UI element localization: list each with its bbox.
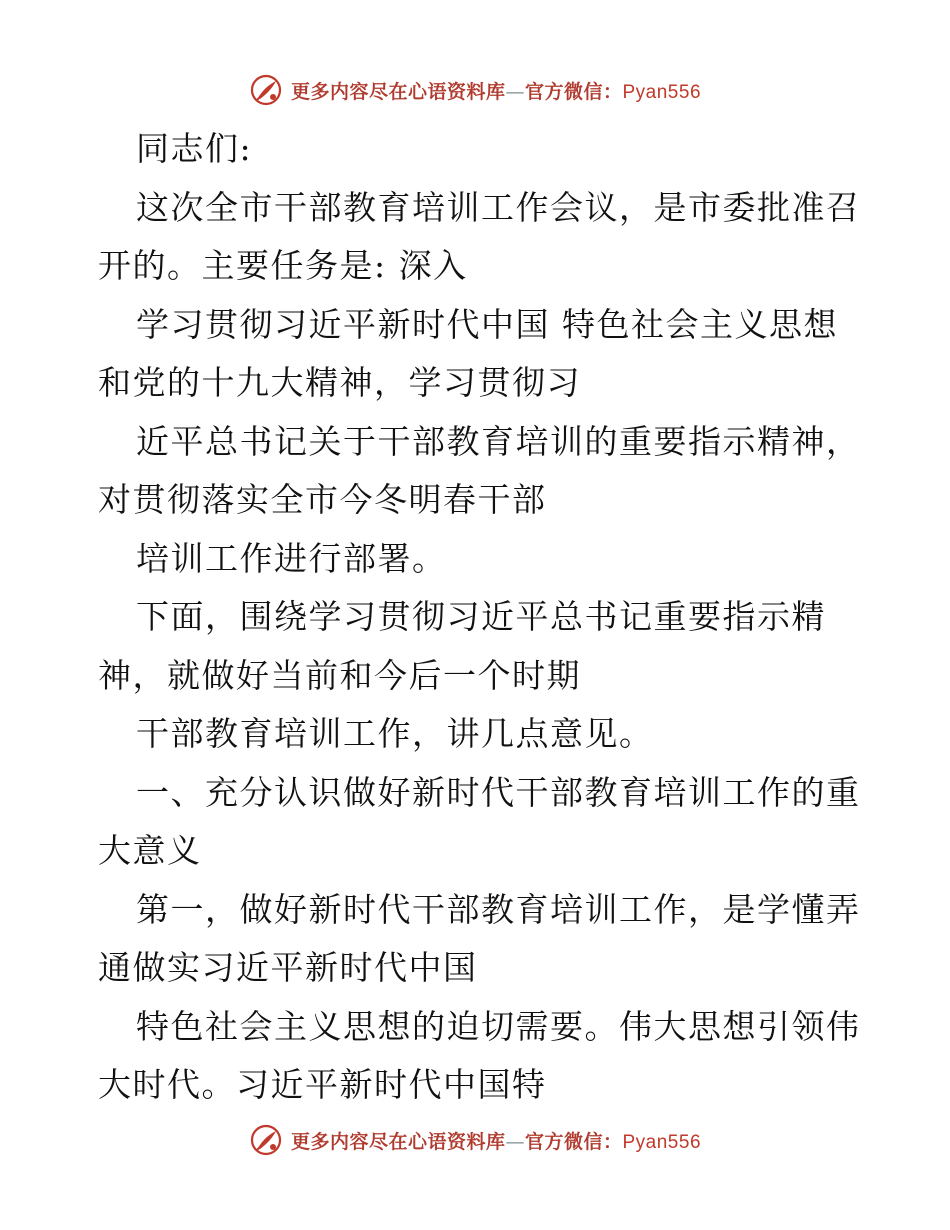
section-heading-line: 一、充分认识做好新时代干部教育培训工作的重: [136, 772, 861, 812]
watermark-separator: —: [505, 80, 525, 103]
footer-watermark: [0, 1120, 950, 1160]
watermark-brand: 更多内容尽在心语资料库: [290, 1130, 506, 1153]
text-line: 和党的十九大精神，学习贯彻习: [98, 363, 581, 402]
text-line: 特色社会主义思想的迫切需要。伟大思想引领伟: [136, 1006, 861, 1046]
text-line: 大时代。习近平新时代中国特: [98, 1065, 547, 1104]
text-line: 近平总书记关于干部教育培训的重要指示精神，: [136, 421, 861, 461]
watermark-wechat-id: Pyan556: [622, 81, 702, 103]
watermark-suffix: 官方微信：: [524, 80, 623, 103]
text-line: 对贯彻落实全市今冬明春干部: [98, 480, 547, 519]
header-watermark: [0, 70, 950, 110]
text-line: 下面，围绕学习贯彻习近平总书记重要指示精: [136, 597, 826, 636]
document-body: [98, 120, 861, 1115]
feather-pen-logo-icon: [249, 1123, 283, 1157]
text-line: 通做实习近平新时代中国: [98, 948, 478, 987]
watermark-wechat-id: Pyan556: [622, 1131, 702, 1153]
text-line: 同志们:: [136, 129, 253, 168]
watermark-brand: 更多内容尽在心语资料库: [290, 80, 506, 103]
watermark-suffix: 官方微信：: [524, 1130, 623, 1153]
feather-pen-logo-icon: [249, 73, 283, 107]
watermark-text: [291, 1127, 701, 1154]
text-line: 开的。主要任务是: 深入: [98, 246, 468, 285]
text-line: 培训工作进行部署。: [136, 538, 447, 578]
text-line: 干部教育培训工作，讲几点意见。: [136, 714, 654, 753]
section-heading-line: 大意义: [98, 831, 202, 870]
watermark-separator: —: [505, 1130, 525, 1153]
text-line: 这次全市干部教育培训工作会议，是市委批准召: [136, 187, 861, 227]
watermark-text: [291, 77, 701, 104]
text-line: 学习贯彻习近平新时代中国 特色社会主义思想: [136, 304, 838, 344]
text-line: 第一，做好新时代干部教育培训工作，是学懂弄: [136, 889, 861, 929]
text-line: 神，就做好当前和今后一个时期: [98, 655, 581, 695]
